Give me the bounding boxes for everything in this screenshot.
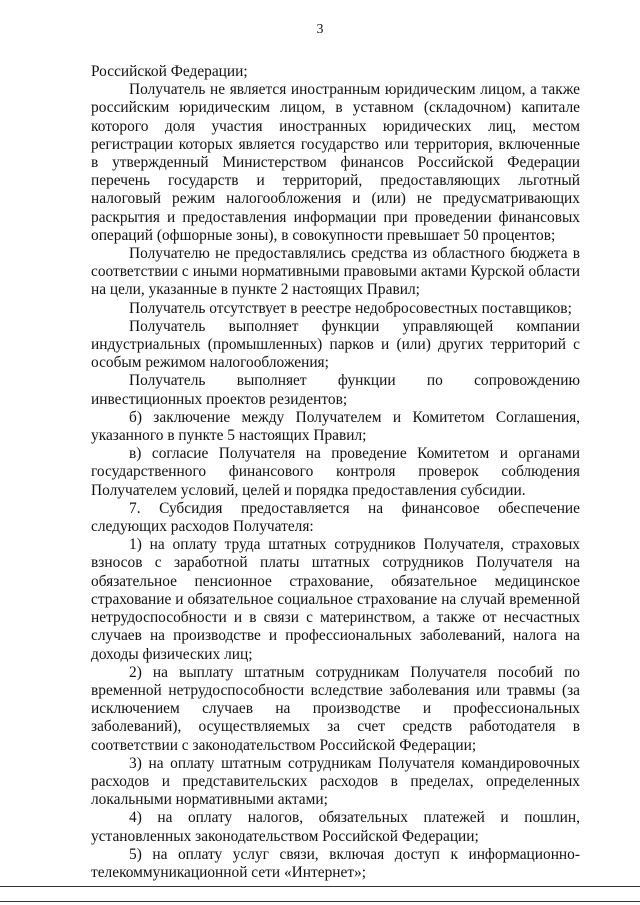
paragraph-not-foreign-entity: Получатель не является иностранным юридическим лицом, а также российским юридическим лицом, в уставном (складочном) капитале которого доля участия иностранных юридических лиц, местом регистрации которых является государство или территория, включенные в утвержденный Министерством финансов Российской Федерации перечень государств и территорий, предоставляющих льготный налоговый режим налогообложения и (или) не предусматривающих раскрытия и предоставления информации при проведении финансовых операций (офшорные зоны), в совокупности превышает 50 процентов; (91, 81, 580, 244)
document-body (91, 63, 580, 882)
paragraph-expense-2: 2) на выплату штатным сотрудникам Получателя пособий по временной нетрудоспособности вследствие заболевания или травмы (за исключением случаев на производстве и профессиональных заболеваний), осуществляемых за счет средств работодателя в соответствии с законодательством Российской Федерации; (91, 663, 580, 754)
paragraph-no-regional-funds: Получателю не предоставлялись средства из областного бюджета в соответствии с иными нормативными правовыми актами Курской области на цели, указанные в пункте 2 настоящих Правил; (91, 245, 580, 299)
paragraph-continuation: Российской Федерации; (91, 63, 248, 80)
paragraph-expense-5: 5) на оплату услуг связи, включая доступ к информационно-телекоммуникационной сети «Интернет»; (91, 845, 580, 881)
paragraph-expense-4: 4) на оплату налогов, обязательных платежей и пошлин, установленных законодательством Российской Федерации; (91, 809, 580, 845)
paragraph-management-company: Получатель выполняет функции управляющей компании индустриальных (промышленных) парков и (или) других территорий с особым режимом налогообложения; (91, 317, 580, 372)
paragraph-expense-3: 3) на оплату штатным сотрудникам Получателя командировочных расходов и представительских расходов в пределах, определенных локальными нормативными актами; (91, 754, 580, 809)
paragraph-expense-1: 1) на оплату труда штатных сотрудников Получателя, страховых взносов с заработной платы штатных сотрудников Получателя на обязательное пенсионное страхование, обязательное медицинское страхование и обязательное социальное страхование на случай временной нетрудоспособности и в связи с материнством, а также от несчастных случаев на производстве и профессиональных заболеваний, налога на доходы физических лиц; (91, 536, 580, 663)
paragraph-section-7: 7. Субсидия предоставляется на финансовое обеспечение следующих расходов Получателя: (91, 499, 580, 536)
bottom-divider (0, 886, 640, 887)
paragraph-item-v: в) согласие Получателя на проведение Комитетом и органами государственного финансового контроля проверок соблюдения Получателем условий, целей и порядка предоставления субсидии. (91, 445, 580, 499)
bottom-divider (0, 901, 640, 902)
paragraph-not-in-registry: Получатель отсутствует в реестре недобросовестных поставщиков; (129, 299, 572, 317)
paragraph-item-b: б) заключение между Получателем и Комитетом Соглашения, указанного в пункте 5 настоящих Правил; (91, 408, 580, 445)
page-number: 3 (316, 22, 324, 37)
paragraph-investment-support: Получатель выполняет функции по сопровождению инвестиционных проектов резидентов; (91, 372, 580, 408)
